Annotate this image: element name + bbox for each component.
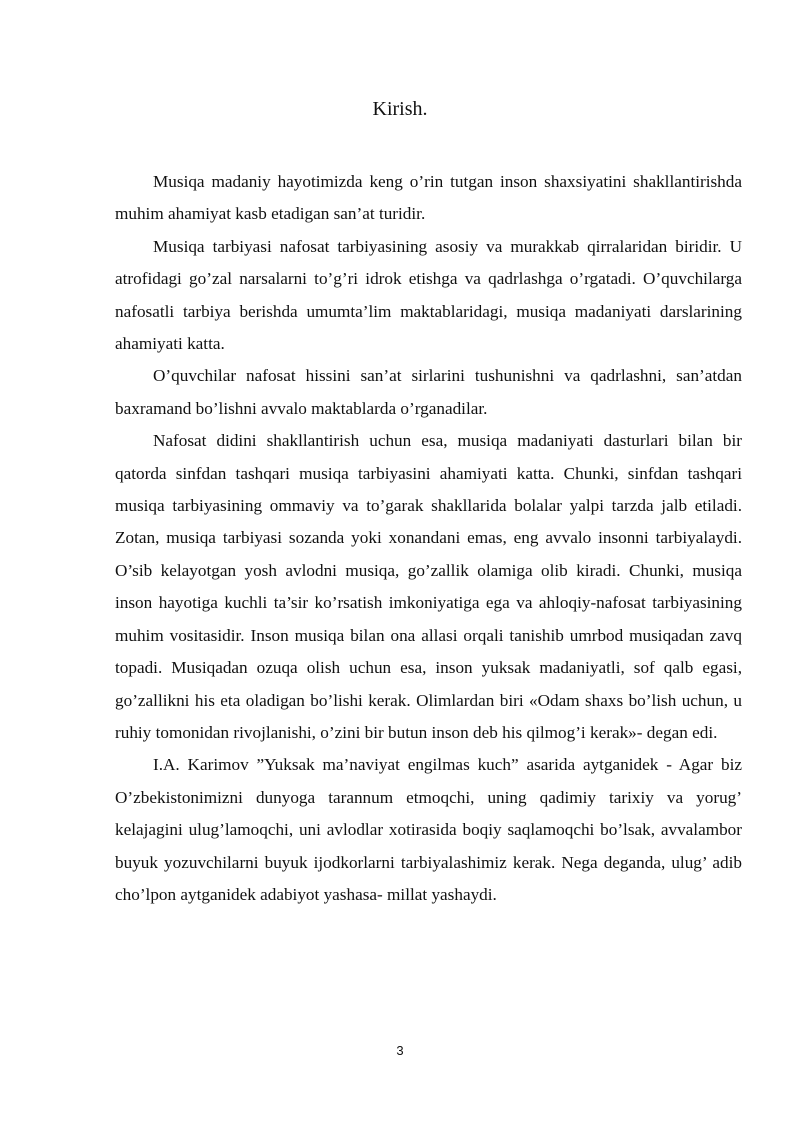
page-title: Kirish. <box>372 98 428 120</box>
paragraph: O’quvchilar nafosat hissini san’at sirlarini tushunishni va qadrlashni, san’atdan baxramand bo’lishni avvalo maktablarda o’rganadilar. <box>115 366 742 418</box>
paragraph: Musiqa madaniy hayotimizda keng o’rin tutgan inson shaxsiyatini shakllantirishda muhim ahamiyat kasb etadigan san’at turidir. <box>115 172 742 224</box>
paragraph: Musiqa tarbiyasi nafosat tarbiyasining asosiy va murakkab qirralaridan biridir. U atrofidagi go’zal narsalarni to’g’ri idrok etishga va qadrlashga o’rgatadi. O’quvchilarga nafosatli tarbiya berishda umumta’lim maktablaridagi, musiqa madaniyati darslarining ahamiyati katta. <box>115 236 742 354</box>
paragraph: I.A. Karimov ”Yuksak ma’naviyat engilmas kuch” asarida aytganidek - Agar biz O’zbekistonimizni dunyoga tarannum etmoqchi, uning qadimiy tarixiy va yorug’ kelajagini ulug’lamoqchi, uni avlodlar xotirasida boqiy saqlamoqchi bo’lsak, avvalambor buyuk yozuvchilarni buyuk ijodkorlarni tarbiyalashimiz kerak. Nega deganda, ulug’ adib cho’lpon aytganidek adabiyot yashasa- millat yashaydi. <box>115 755 742 904</box>
paragraph: Nafosat didini shakllantirish uchun esa, musiqa madaniyati dasturlari bilan bir qatorda sinfdan tashqari musiqa tarbiyasini ahamiyati katta. Chunki, sinfdan tashqari musiqa tarbiyasining ommaviy va to’garak shakllarida bolalar yalpi tarzda jalb etiladi. Zotan, musiqa tarbiyasi sozanda yoki xonandani emas, eng avvalo insonni tarbiyalaydi. O’sib kelayotgan yosh avlodni musiqa, go’zallik olamiga olib kiradi. Chunki, musiqa inson hayotiga kuchli ta’sir ko’rsatish imkoniyatiga ega va ahloqiy-nafosat tarbiyasining muhim vositasidir. Inson musiqa bilan ona allasi orqali tanishib umrbod musiqadan zavq topadi. Musiqadan ozuqa olish uchun esa, inson yuksak madaniyatli, sof qalb egasi, go’zallikni his eta oladigan bo’lishi kerak. Olimlardan biri «Odam shaxs bo’lish uchun, u ruhiy tomonidan rivojlanishi, o’zini bir butun inson deb his qilmog’i kerak»- degan edi. <box>115 431 742 742</box>
body-text <box>115 166 742 911</box>
page-number: 3 <box>396 1043 404 1058</box>
